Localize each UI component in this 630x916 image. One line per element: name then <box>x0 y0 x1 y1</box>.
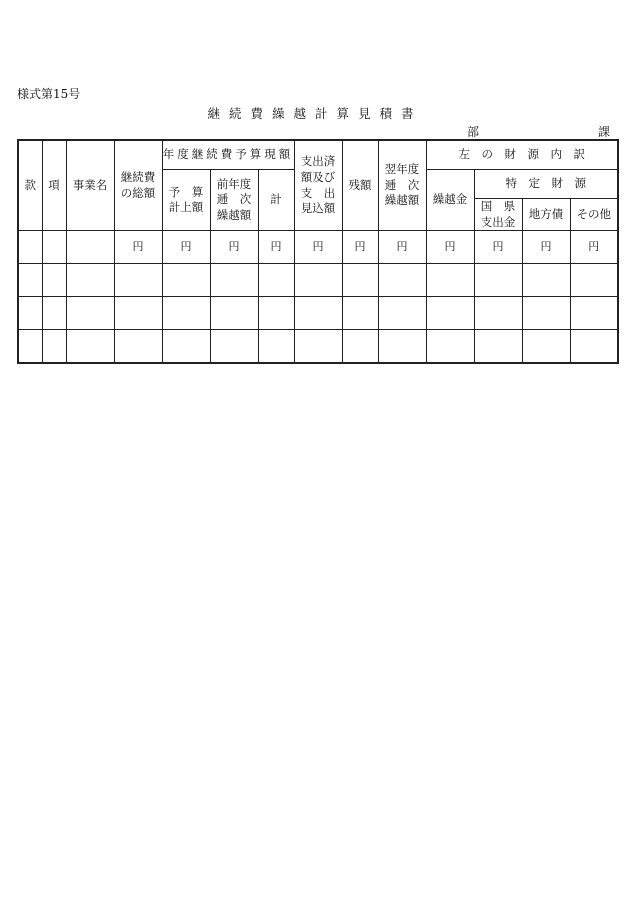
cell-remaining[interactable] <box>342 330 378 364</box>
header-next-carry-line: 逓 次 <box>384 177 420 192</box>
header-total-line: の総額 <box>120 185 156 200</box>
header-prev-carry <box>210 170 258 231</box>
header-total-amount <box>114 140 162 231</box>
header-expenditure-line: 支 出 <box>300 185 336 200</box>
header-kan: 款 <box>18 140 42 231</box>
cell-expenditure[interactable] <box>294 264 342 297</box>
header-subsidy <box>474 199 522 231</box>
cell-other[interactable] <box>570 297 618 330</box>
cell-subsidy[interactable]: 円 <box>474 231 522 264</box>
cell-other[interactable]: 円 <box>570 231 618 264</box>
table-row <box>18 264 618 297</box>
cell-prev-carry[interactable] <box>210 330 258 364</box>
cell-carryover-fund[interactable] <box>426 297 474 330</box>
header-budget-amount-line: 計上額 <box>168 200 204 215</box>
cell-subsidy[interactable] <box>474 264 522 297</box>
header-subsidy-line: 国 県 <box>480 199 516 213</box>
header-next-carry-line: 繰越額 <box>384 193 420 208</box>
header-prev-carry-line: 逓 次 <box>216 192 252 207</box>
header-budget-group: 年度継続費予算現額 <box>162 140 294 170</box>
cell-subtotal[interactable]: 円 <box>258 231 294 264</box>
cell-bond[interactable] <box>522 264 570 297</box>
header-expenditure <box>294 140 342 231</box>
cell-remaining[interactable] <box>342 297 378 330</box>
document-title: 継続費繰越計算見積書 <box>207 106 423 121</box>
header-remaining: 残額 <box>342 140 378 231</box>
cell-kan[interactable] <box>18 231 42 264</box>
cell-project-name[interactable] <box>66 297 114 330</box>
cell-next-carry[interactable] <box>378 330 426 364</box>
cell-expenditure[interactable]: 円 <box>294 231 342 264</box>
header-next-carry <box>378 140 426 231</box>
header-other: その他 <box>570 199 618 231</box>
header-total-line: 継続費 <box>120 170 156 184</box>
cell-other[interactable] <box>570 330 618 364</box>
header-project-name: 事業名 <box>66 140 114 231</box>
header-budget-amount <box>162 170 210 231</box>
cell-budget-amount[interactable]: 円 <box>162 231 210 264</box>
header-subtotal: 計 <box>258 170 294 231</box>
header-kou: 項 <box>42 140 66 231</box>
header-expenditure-line: 支出済 <box>300 154 336 169</box>
cell-carryover-fund[interactable]: 円 <box>426 231 474 264</box>
header-prev-carry-line: 前年度 <box>216 176 252 191</box>
header-source-group: 左 の 財 源 内 訳 <box>426 140 618 170</box>
table-row <box>18 330 618 364</box>
header-subsidy-line: 支出金 <box>480 214 516 229</box>
section-label: 課 <box>598 125 611 139</box>
cell-total-amount[interactable] <box>114 297 162 330</box>
cell-expenditure[interactable] <box>294 297 342 330</box>
cell-prev-carry[interactable]: 円 <box>210 231 258 264</box>
estimate-table <box>17 139 619 364</box>
cell-subtotal[interactable] <box>258 330 294 364</box>
cell-subtotal[interactable] <box>258 264 294 297</box>
cell-budget-amount[interactable] <box>162 297 210 330</box>
cell-next-carry[interactable]: 円 <box>378 231 426 264</box>
table-row <box>18 231 618 264</box>
cell-subsidy[interactable] <box>474 330 522 364</box>
cell-bond[interactable] <box>522 297 570 330</box>
cell-prev-carry[interactable] <box>210 264 258 297</box>
cell-other[interactable] <box>570 264 618 297</box>
header-expenditure-line: 額及び <box>300 170 336 184</box>
cell-bond[interactable]: 円 <box>522 231 570 264</box>
cell-kan[interactable] <box>18 297 42 330</box>
cell-next-carry[interactable] <box>378 297 426 330</box>
cell-total-amount[interactable]: 円 <box>114 231 162 264</box>
cell-kou[interactable] <box>42 264 66 297</box>
header-prev-carry-line: 繰越額 <box>216 207 252 222</box>
cell-budget-amount[interactable] <box>162 264 210 297</box>
cell-remaining[interactable]: 円 <box>342 231 378 264</box>
table-row <box>18 297 618 330</box>
department-label: 部 <box>467 125 480 139</box>
cell-kou[interactable] <box>42 330 66 364</box>
header-bond: 地方債 <box>522 199 570 231</box>
header-next-carry-line: 翌年度 <box>384 162 420 177</box>
cell-subtotal[interactable] <box>258 297 294 330</box>
cell-project-name[interactable] <box>66 264 114 297</box>
cell-project-name[interactable] <box>66 330 114 364</box>
cell-total-amount[interactable] <box>114 264 162 297</box>
cell-budget-amount[interactable] <box>162 330 210 364</box>
cell-kou[interactable] <box>42 231 66 264</box>
cell-carryover-fund[interactable] <box>426 264 474 297</box>
cell-prev-carry[interactable] <box>210 297 258 330</box>
cell-kou[interactable] <box>42 297 66 330</box>
cell-subsidy[interactable] <box>474 297 522 330</box>
header-specific-group: 特 定 財 源 <box>474 170 618 199</box>
cell-expenditure[interactable] <box>294 330 342 364</box>
cell-remaining[interactable] <box>342 264 378 297</box>
cell-next-carry[interactable] <box>378 264 426 297</box>
cell-total-amount[interactable] <box>114 330 162 364</box>
cell-kan[interactable] <box>18 264 42 297</box>
header-expenditure-line: 見込額 <box>300 201 336 216</box>
cell-bond[interactable] <box>522 330 570 364</box>
header-carryover-fund: 繰越金 <box>426 170 474 231</box>
header-budget-amount-line: 予 算 <box>168 184 204 199</box>
cell-carryover-fund[interactable] <box>426 330 474 364</box>
form-number: 様式第15号 <box>17 87 81 101</box>
cell-project-name[interactable] <box>66 231 114 264</box>
cell-kan[interactable] <box>18 330 42 364</box>
